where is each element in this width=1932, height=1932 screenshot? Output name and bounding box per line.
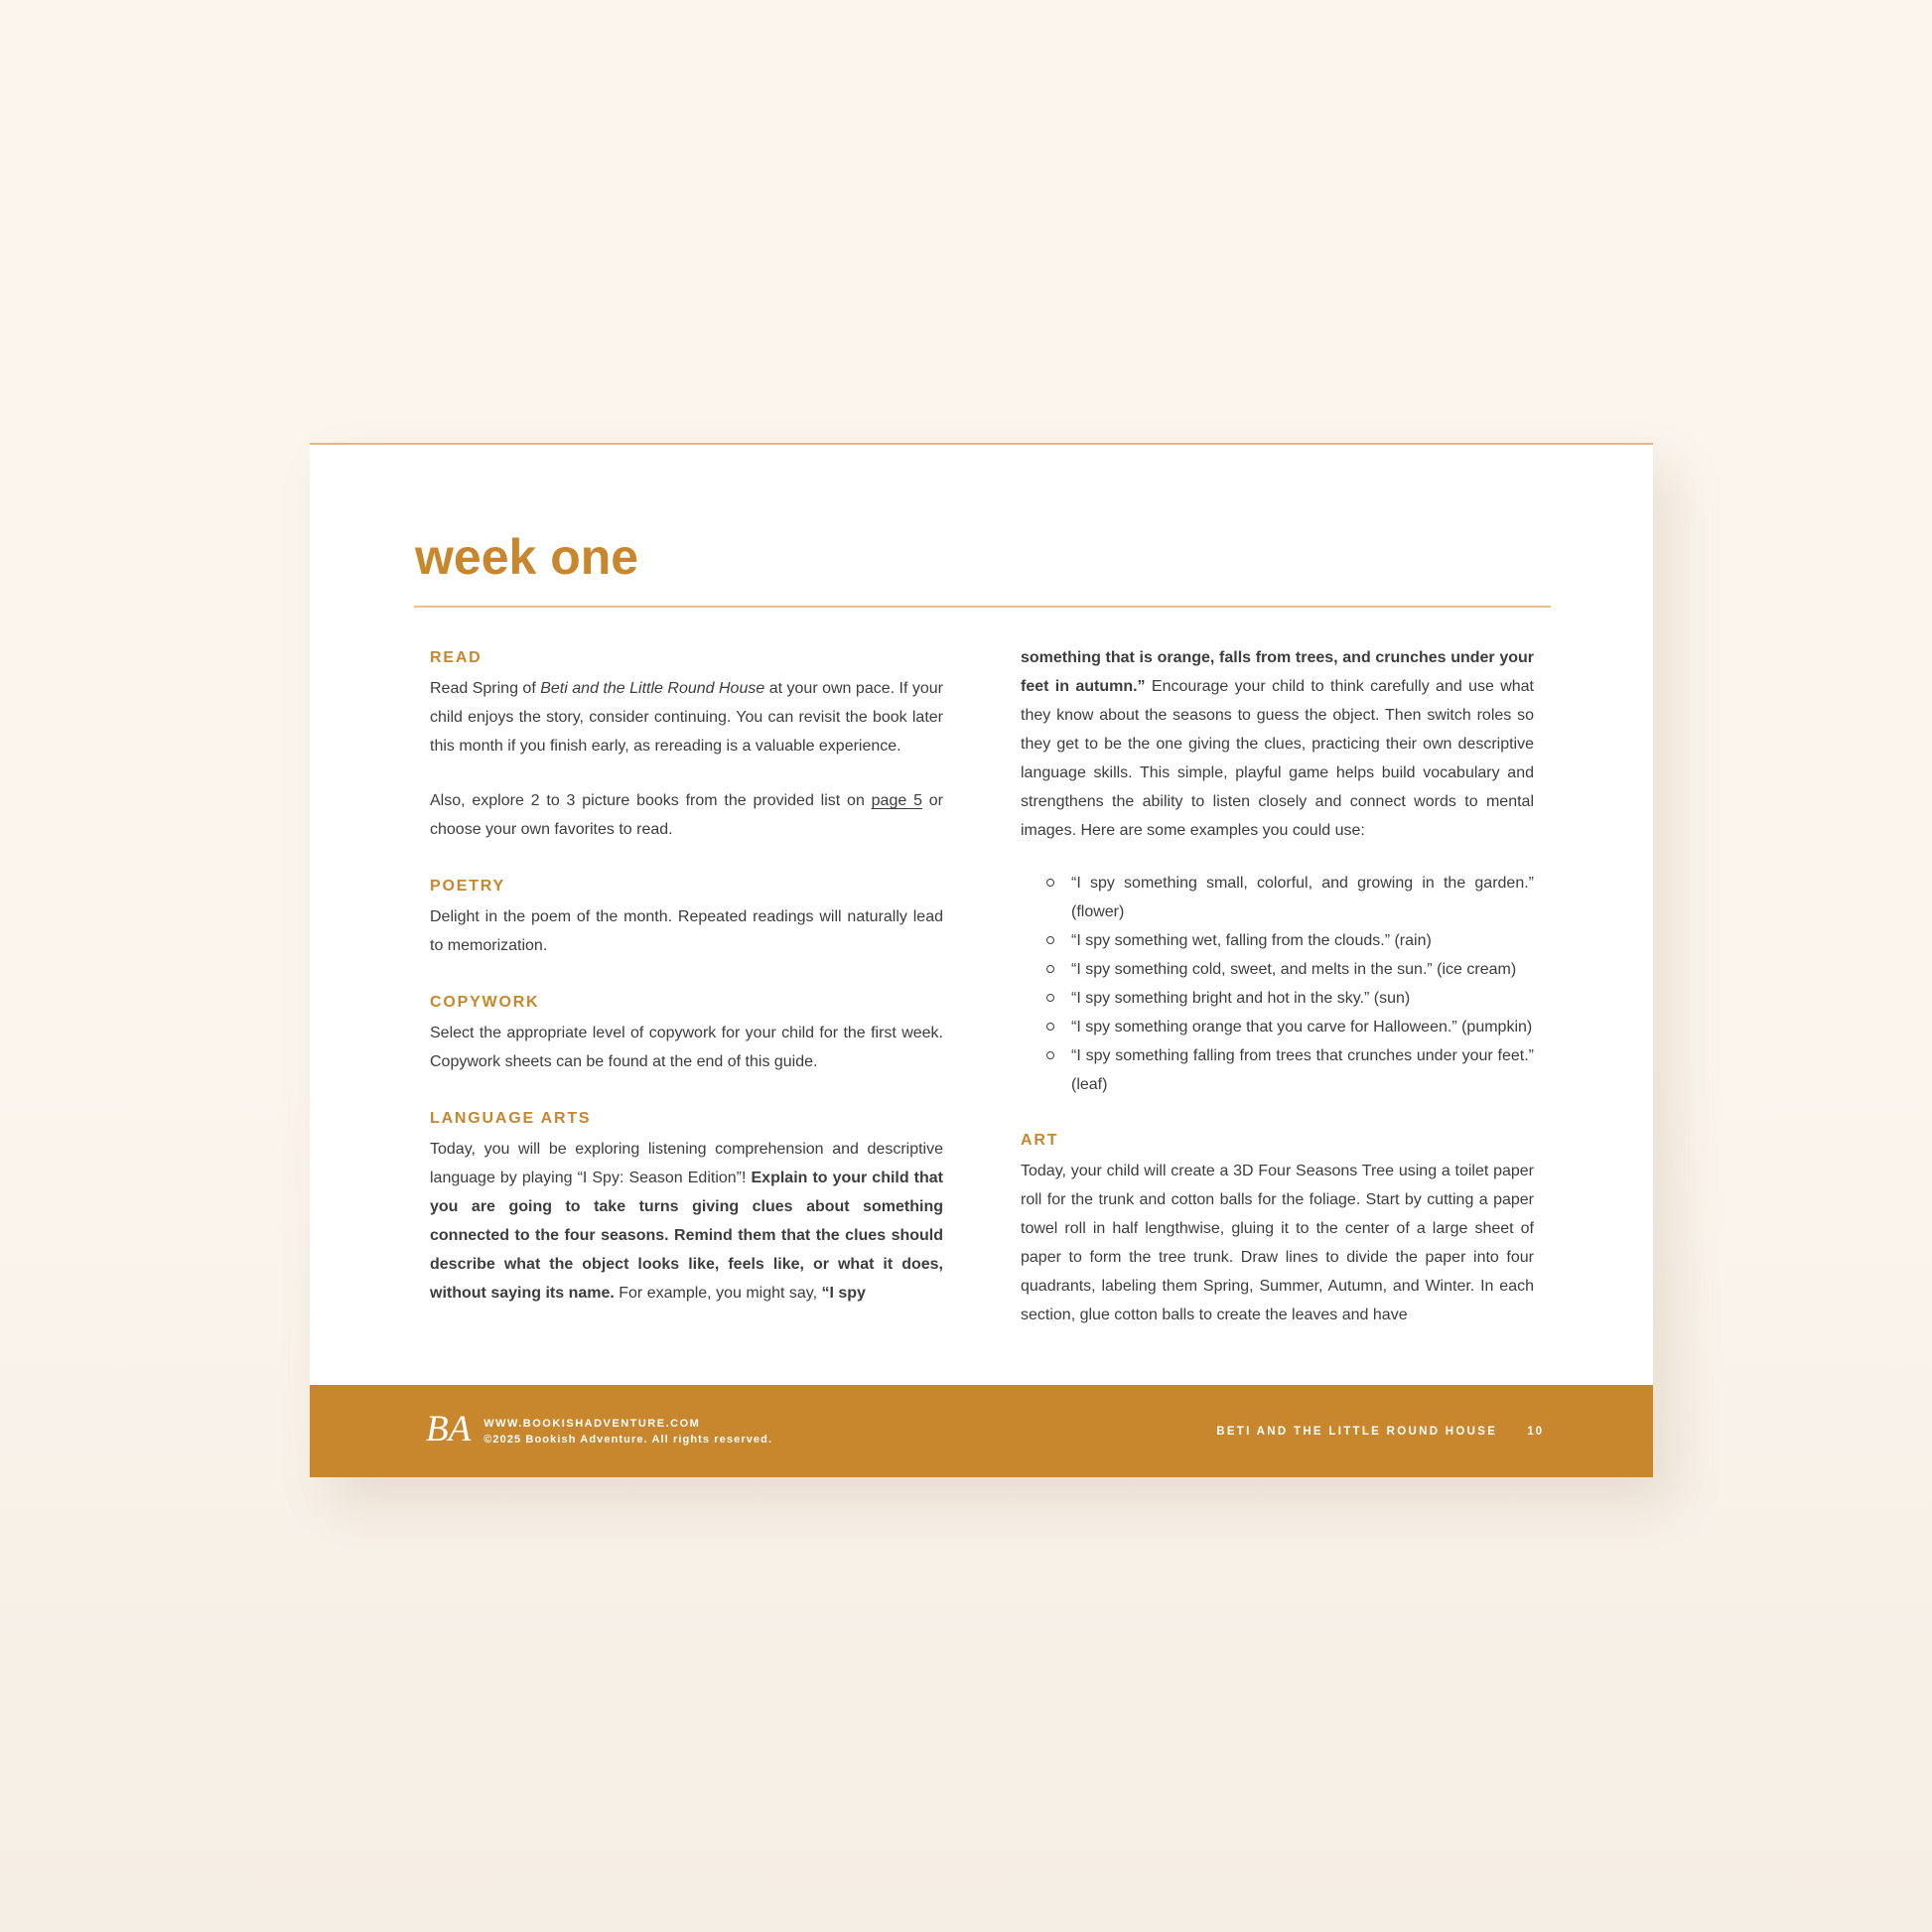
text-run: “I spy [821, 1285, 866, 1302]
list-item-text: “I spy something orange that you carve for Halloween.” (pumpkin) [1071, 1019, 1533, 1035]
bullet-circle-icon [1046, 965, 1054, 973]
paragraph [430, 1019, 943, 1076]
section-art [1021, 1131, 1534, 1329]
section-heading-read: READ [430, 649, 483, 666]
paragraph [430, 786, 943, 844]
page-5-link[interactable]: page 5 [871, 792, 922, 809]
section-read [430, 648, 943, 844]
list-item [1071, 1041, 1534, 1099]
right-column [1021, 648, 1534, 1329]
text-run: Explain to your child that you are going to take turns giving clues about something connected to the four seasons. Remind them that the clues should describe what the object looks like, feels like, or what it does, without saying its name. [430, 1170, 944, 1302]
text-run: Today, you will be exploring listening comprehension and descriptive language by playing “I Spy: Season Edition”! [430, 1141, 943, 1186]
page-title: week one [415, 529, 639, 585]
text-run: Today, your child will create a 3D Four Seasons Tree using a toilet paper roll for the trunk and cotton balls for the foliage. Start by cutting a paper towel roll in half lengthwise, gluing it to the center of a large sheet of paper to form the tree trunk. Draw lines to divide the paper into four quadrants, labeling them Spring, Summer, Autumn, and Winter. In each section, glue cotton balls to create the leaves and have [1021, 1163, 1534, 1323]
list-item-text: “I spy something small, colorful, and growing in the garden.” (flower) [1071, 875, 1534, 920]
text-run: Select the appropriate level of copywork for your child for the first week. Copywork sheets can be found at the end of this guide. [430, 1025, 943, 1070]
text-run: For example, you might say, [614, 1285, 822, 1302]
text-run: something that is orange, falls from trees, and crunches under your feet in autumn.” [1021, 649, 1534, 695]
list-item [1071, 869, 1534, 926]
section-copywork [430, 993, 943, 1076]
paragraph [430, 1135, 943, 1308]
list-item-text: “I spy something falling from trees that crunches under your feet.” (leaf) [1071, 1047, 1534, 1093]
paragraph [430, 674, 943, 760]
list-item-text: “I spy something cold, sweet, and melts in the sun.” (ice cream) [1071, 961, 1517, 978]
text-run: or choose your own favorites to read. [430, 792, 944, 838]
paragraph [1021, 1157, 1534, 1329]
text-run: at your own pace. If your child enjoys the story, consider continuing. You can revisit the book later this month if you finish early, as rereading is a valuable experience. [430, 680, 943, 755]
bullet-circle-icon [1046, 1051, 1054, 1059]
document-page [310, 443, 1653, 1477]
list-item-text: “I spy something wet, falling from the clouds.” (rain) [1071, 932, 1432, 949]
list-item [1071, 926, 1534, 955]
section-language-arts [430, 1109, 943, 1308]
text-run: Beti and the Little Round House [540, 680, 765, 697]
list-item [1071, 955, 1534, 984]
paragraph-continuation [1021, 643, 1534, 845]
section-heading-language-arts: LANGUAGE ARTS [430, 1110, 592, 1127]
list-item [1071, 1013, 1534, 1041]
text-run: Encourage your child to think carefully and use what they know about the seasons to guess the object. Then switch roles so they get to be the one giving the clues, practicing their own descriptive language skills. This simple, playful game helps build vocabulary and strengthens the ability to listen closely and connect words to mental images. Here are some examples you could use: [1021, 678, 1535, 839]
text-columns [430, 648, 1534, 1329]
list-item-text: “I spy something bright and hot in the sky.” (sun) [1071, 990, 1411, 1007]
list-item [1071, 984, 1534, 1013]
section-poetry [430, 877, 943, 960]
section-heading-poetry: POETRY [430, 878, 505, 895]
section-heading-art: ART [1021, 1132, 1059, 1149]
paragraph [430, 902, 943, 960]
footer-bar [310, 1385, 1653, 1477]
footer-right [1216, 1426, 1544, 1438]
footer-left [426, 1409, 773, 1449]
footer-copyright: ©2025 Bookish Adventure. All rights reserved. [483, 1433, 773, 1446]
footer-text-block [483, 1416, 772, 1448]
page-content [310, 530, 1653, 1329]
footer-website: WWW.BOOKISHADVENTURE.COM [483, 1417, 701, 1430]
text-run: Read Spring of [430, 680, 541, 697]
ba-logo: BA [426, 1409, 472, 1449]
text-run: Delight in the poem of the month. Repeated readings will naturally lead to memorization. [430, 908, 943, 954]
text-run: Also, explore 2 to 3 picture books from the provided list on [430, 792, 872, 809]
left-column [430, 648, 943, 1329]
i-spy-examples-list [1021, 869, 1534, 1099]
bullet-circle-icon [1046, 1023, 1054, 1031]
bullet-circle-icon [1046, 936, 1054, 944]
bullet-circle-icon [1046, 994, 1054, 1002]
title-divider [414, 606, 1551, 608]
bullet-circle-icon [1046, 879, 1054, 887]
section-heading-copywork: COPYWORK [430, 994, 540, 1011]
footer-book-title: BETI AND THE LITTLE ROUND HOUSE [1216, 1425, 1498, 1438]
footer-page-number: 10 [1527, 1425, 1544, 1438]
